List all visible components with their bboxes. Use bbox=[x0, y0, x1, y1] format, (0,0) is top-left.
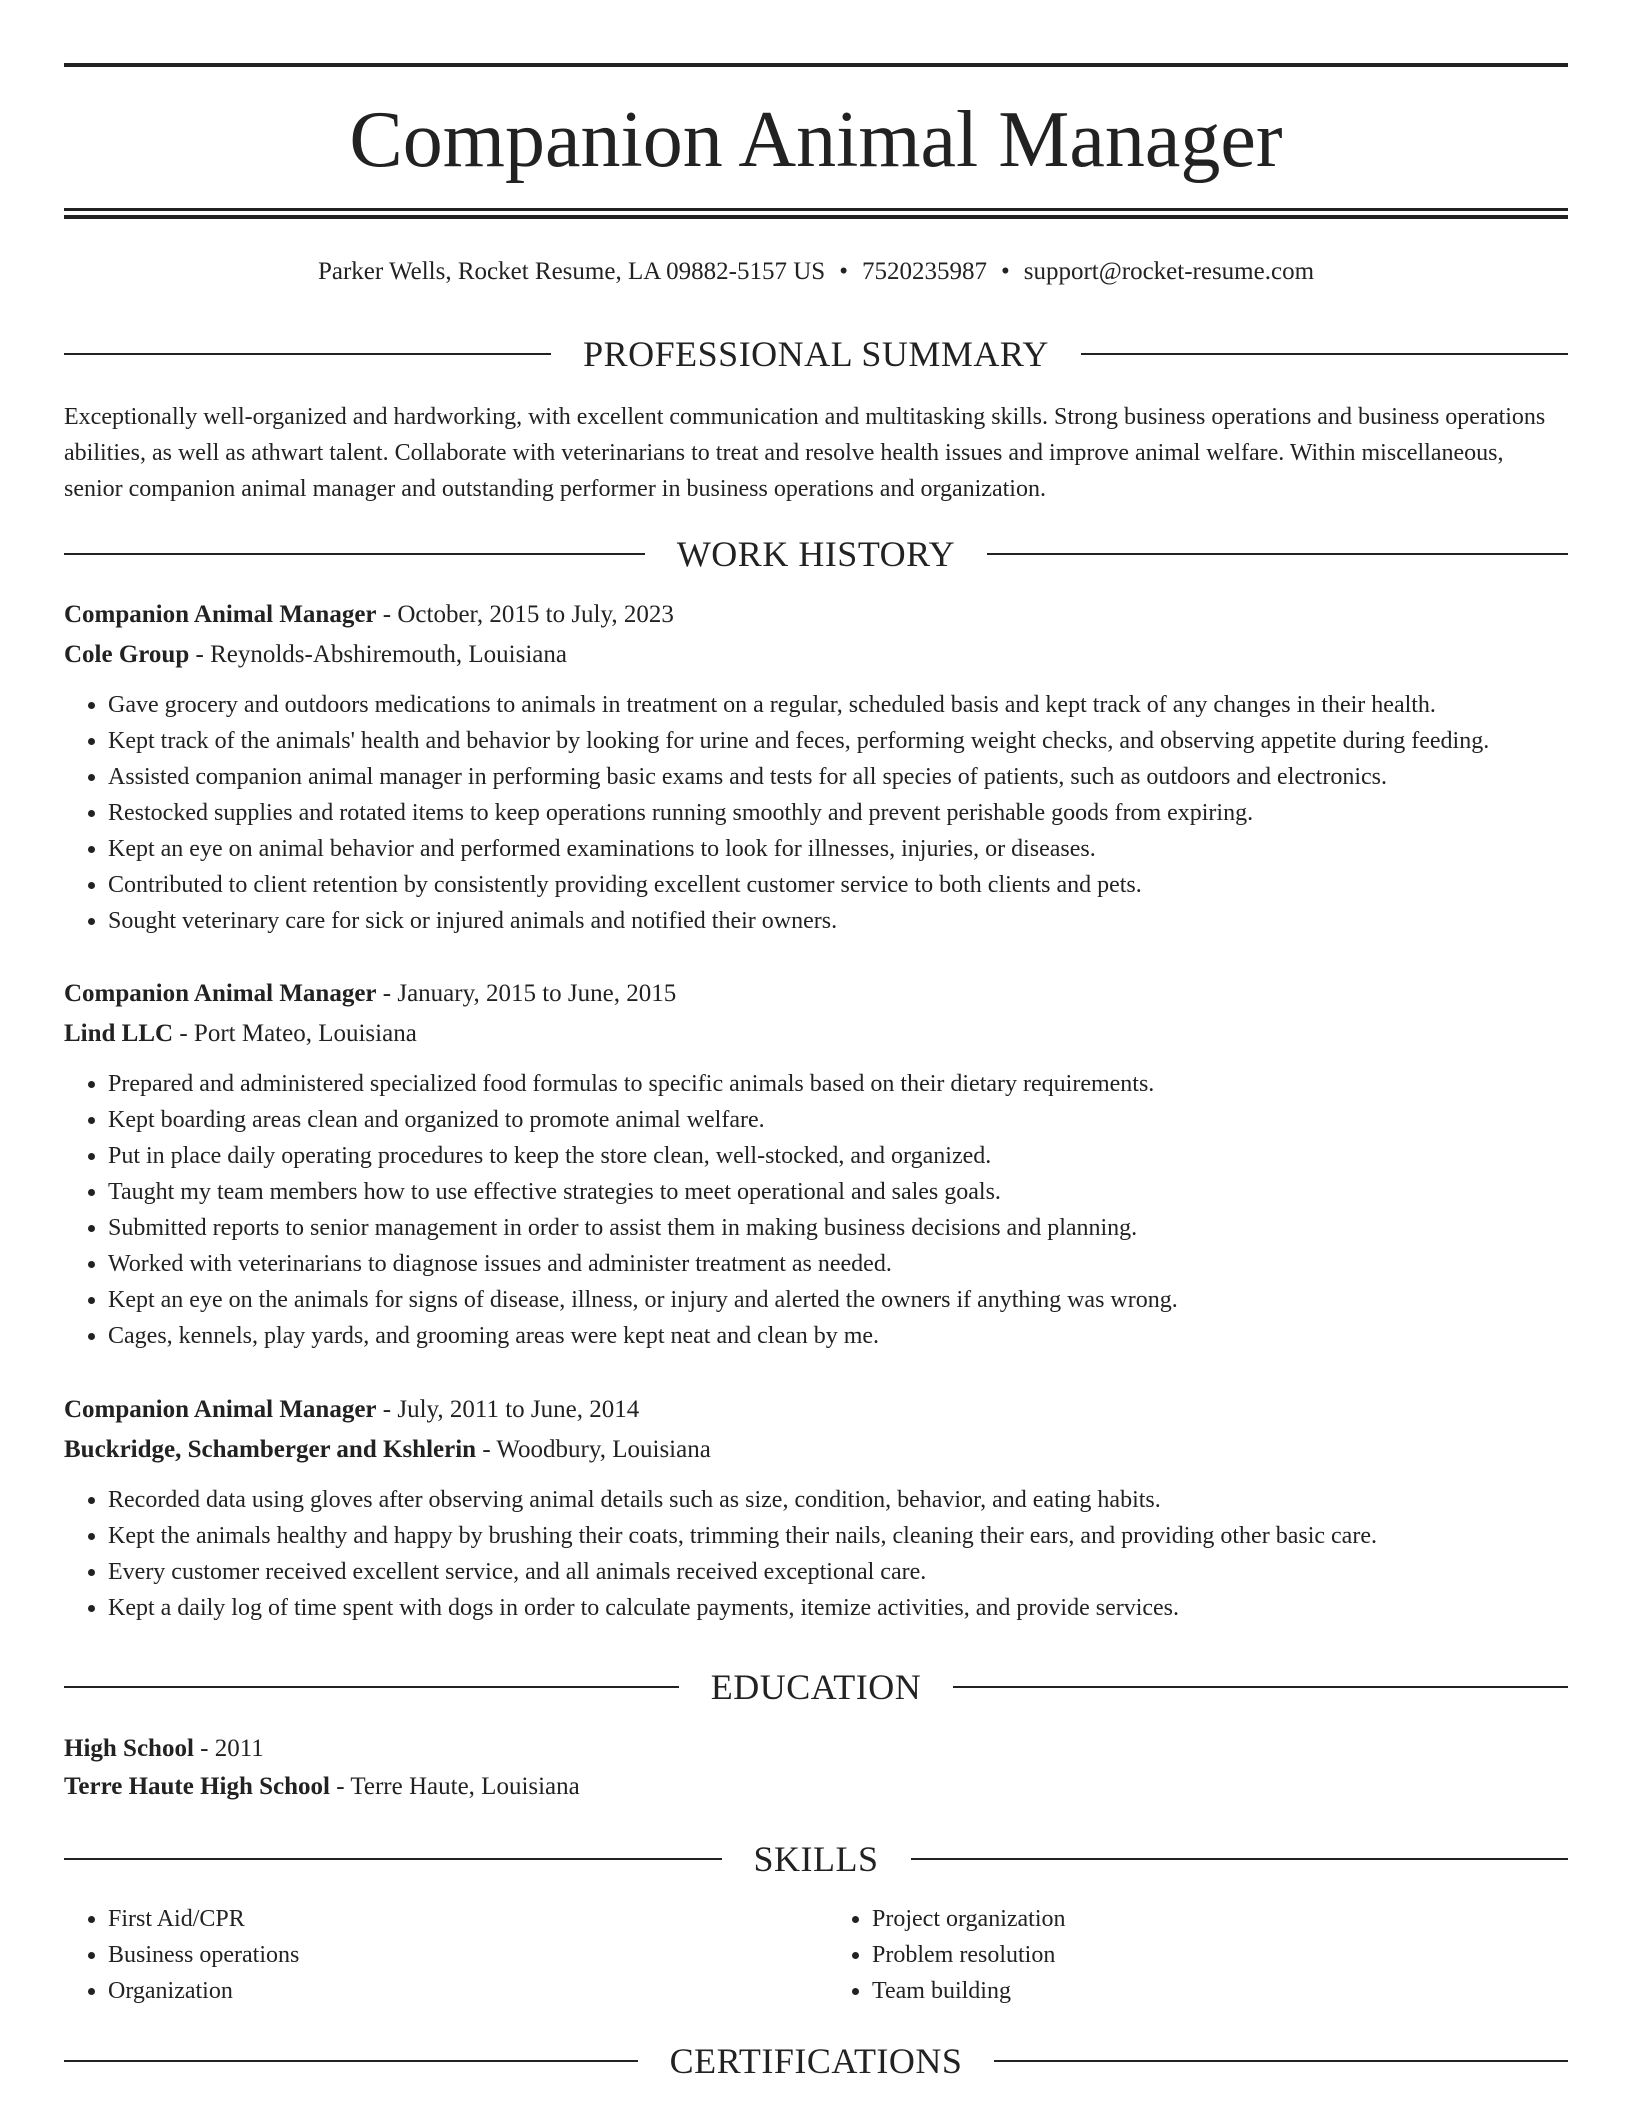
skills-column-left bbox=[64, 1901, 816, 2009]
job-company-line bbox=[64, 635, 1568, 675]
section-rule bbox=[994, 2060, 1568, 2062]
contact-phone: 7520235987 bbox=[861, 258, 987, 285]
list-item: • Kept track of the animals' health and behavior by looking for urine and feces, performing weight checks, and observing appetite during feeding. bbox=[108, 723, 1568, 759]
section-title: WORK HISTORY bbox=[676, 534, 956, 574]
section-header-education bbox=[64, 1667, 1568, 1707]
section-header-summary bbox=[64, 334, 1568, 374]
section-header-skills bbox=[64, 1839, 1568, 1879]
job-location: - Reynolds-Abshiremouth, Louisiana bbox=[189, 641, 567, 668]
education-school: Terre Haute High School bbox=[64, 1773, 330, 1800]
skill-item: • First Aid/CPR bbox=[108, 1901, 816, 1937]
education-year: - 2011 bbox=[193, 1735, 264, 1762]
education-school-line bbox=[64, 1768, 1568, 1806]
job-dates: - October, 2015 to July, 2023 bbox=[376, 601, 674, 628]
job-title: Companion Animal Manager bbox=[64, 980, 377, 1007]
section-rule bbox=[953, 1686, 1568, 1688]
list-item: • Prepared and administered specialized food formulas to specific animals based on their dietary requirements. bbox=[108, 1066, 1568, 1102]
skill-item: • Project organization bbox=[872, 1901, 1568, 1937]
summary-text: Exceptionally well-organized and hardworking, with excellent communication and multitasking skills. Strong business operations and business operations abilities, as well as athwart talent. Collaborate with veterinarians to treat and resolve health issues and improve animal welfare. Within miscellaneous, senior companion animal manager and outstanding performer in business operations and organization. bbox=[64, 404, 1546, 502]
top-rule bbox=[64, 63, 1568, 67]
section-rule bbox=[64, 2060, 638, 2062]
skill-item: • Problem resolution bbox=[872, 1937, 1568, 1973]
list-item: • Kept the animals healthy and happy by brushing their coats, trimming their nails, cleaning their ears, and providing other basic care. bbox=[108, 1518, 1568, 1554]
job-company-line bbox=[64, 1014, 1568, 1054]
job-entry bbox=[64, 595, 1568, 939]
contact-separator: • bbox=[839, 258, 848, 285]
list-item: • Put in place daily operating procedures to keep the store clean, well-stocked, and organized. bbox=[108, 1138, 1568, 1174]
section-rule bbox=[64, 353, 551, 355]
section-rule bbox=[64, 553, 645, 555]
skills-list bbox=[64, 1901, 1568, 2009]
section-title: CERTIFICATIONS bbox=[669, 2041, 963, 2081]
list-item: • Worked with veterinarians to diagnose issues and administer treatment as needed. bbox=[108, 1246, 1568, 1282]
section-header-work bbox=[64, 534, 1568, 574]
job-bullets bbox=[64, 1482, 1568, 1626]
education-location: - Terre Haute, Louisiana bbox=[329, 1773, 580, 1800]
list-item: • Kept a daily log of time spent with dogs in order to calculate payments, itemize activities, and provide services. bbox=[108, 1590, 1568, 1626]
job-bullets bbox=[64, 1066, 1568, 1354]
job-bullets bbox=[64, 687, 1568, 939]
job-title: Companion Animal Manager bbox=[64, 1396, 377, 1423]
list-item: • Submitted reports to senior management in order to assist them in making business decisions and planning. bbox=[108, 1210, 1568, 1246]
section-header-certifications bbox=[64, 2041, 1568, 2081]
list-item: • Restocked supplies and rotated items to keep operations running smoothly and prevent perishable goods from expiring. bbox=[108, 795, 1568, 831]
section-rule bbox=[987, 553, 1568, 555]
section-rule bbox=[64, 1686, 679, 1688]
section-rule bbox=[64, 1858, 722, 1860]
job-company: Lind LLC bbox=[64, 1020, 174, 1047]
list-item: • Kept an eye on the animals for signs of disease, illness, or injury and alerted the owners if anything was wrong. bbox=[108, 1282, 1568, 1318]
job-entry bbox=[64, 1390, 1568, 1626]
education-degree: High School bbox=[64, 1735, 194, 1762]
contact-email: support@rocket-resume.com bbox=[1023, 258, 1315, 285]
job-location: - Port Mateo, Louisiana bbox=[173, 1020, 417, 1047]
contact-address: Parker Wells, Rocket Resume, LA 09882-5157 US bbox=[317, 258, 826, 285]
skills-column-right bbox=[816, 1901, 1568, 2009]
job-title: Companion Animal Manager bbox=[64, 601, 377, 628]
list-item: • Contributed to client retention by consistently providing excellent customer service to both clients and pets. bbox=[108, 867, 1568, 903]
section-title: PROFESSIONAL SUMMARY bbox=[583, 334, 1049, 374]
contact-line bbox=[64, 254, 1568, 290]
list-item: • Kept boarding areas clean and organized to promote animal welfare. bbox=[108, 1102, 1568, 1138]
education-degree-line bbox=[64, 1730, 1568, 1768]
job-dates: - July, 2011 to June, 2014 bbox=[376, 1396, 640, 1423]
job-company: Buckridge, Schamberger and Kshlerin bbox=[64, 1436, 477, 1463]
skill-item: • Organization bbox=[108, 1973, 816, 2009]
skill-item: • Team building bbox=[872, 1973, 1568, 2009]
skill-item: • Business operations bbox=[108, 1937, 816, 1973]
list-item: • Gave grocery and outdoors medications to animals in treatment on a regular, scheduled basis and kept track of any changes in their health. bbox=[108, 687, 1568, 723]
list-item: • Taught my team members how to use effective strategies to meet operational and sales goals. bbox=[108, 1174, 1568, 1210]
education-entry bbox=[64, 1730, 1568, 1806]
job-title-line bbox=[64, 1390, 1568, 1430]
list-item: • Kept an eye on animal behavior and performed examinations to look for illnesses, injuries, or diseases. bbox=[108, 831, 1568, 867]
list-item: • Sought veterinary care for sick or injured animals and notified their owners. bbox=[108, 903, 1568, 939]
job-company-line bbox=[64, 1430, 1568, 1470]
job-company: Cole Group bbox=[64, 641, 190, 668]
job-entry bbox=[64, 974, 1568, 1354]
list-item: • Assisted companion animal manager in performing basic exams and tests for all species of patients, such as outdoors and electronics. bbox=[108, 759, 1568, 795]
section-title: SKILLS bbox=[753, 1839, 879, 1879]
job-location: - Woodbury, Louisiana bbox=[476, 1436, 711, 1463]
list-item: • Cages, kennels, play yards, and grooming areas were kept neat and clean by me. bbox=[108, 1318, 1568, 1354]
section-rule bbox=[1081, 353, 1568, 355]
section-rule bbox=[911, 1858, 1569, 1860]
list-item: • Every customer received excellent service, and all animals received exceptional care. bbox=[108, 1554, 1568, 1590]
contact-separator: • bbox=[1000, 258, 1010, 285]
double-rule bbox=[64, 208, 1568, 219]
section-title: EDUCATION bbox=[710, 1667, 922, 1707]
job-title-line bbox=[64, 974, 1568, 1014]
resume-title: Companion Animal Manager bbox=[349, 96, 1283, 184]
list-item: • Recorded data using gloves after observing animal details such as size, condition, behavior, and eating habits. bbox=[108, 1482, 1568, 1518]
job-dates: - January, 2015 to June, 2015 bbox=[376, 980, 677, 1007]
job-title-line bbox=[64, 595, 1568, 635]
